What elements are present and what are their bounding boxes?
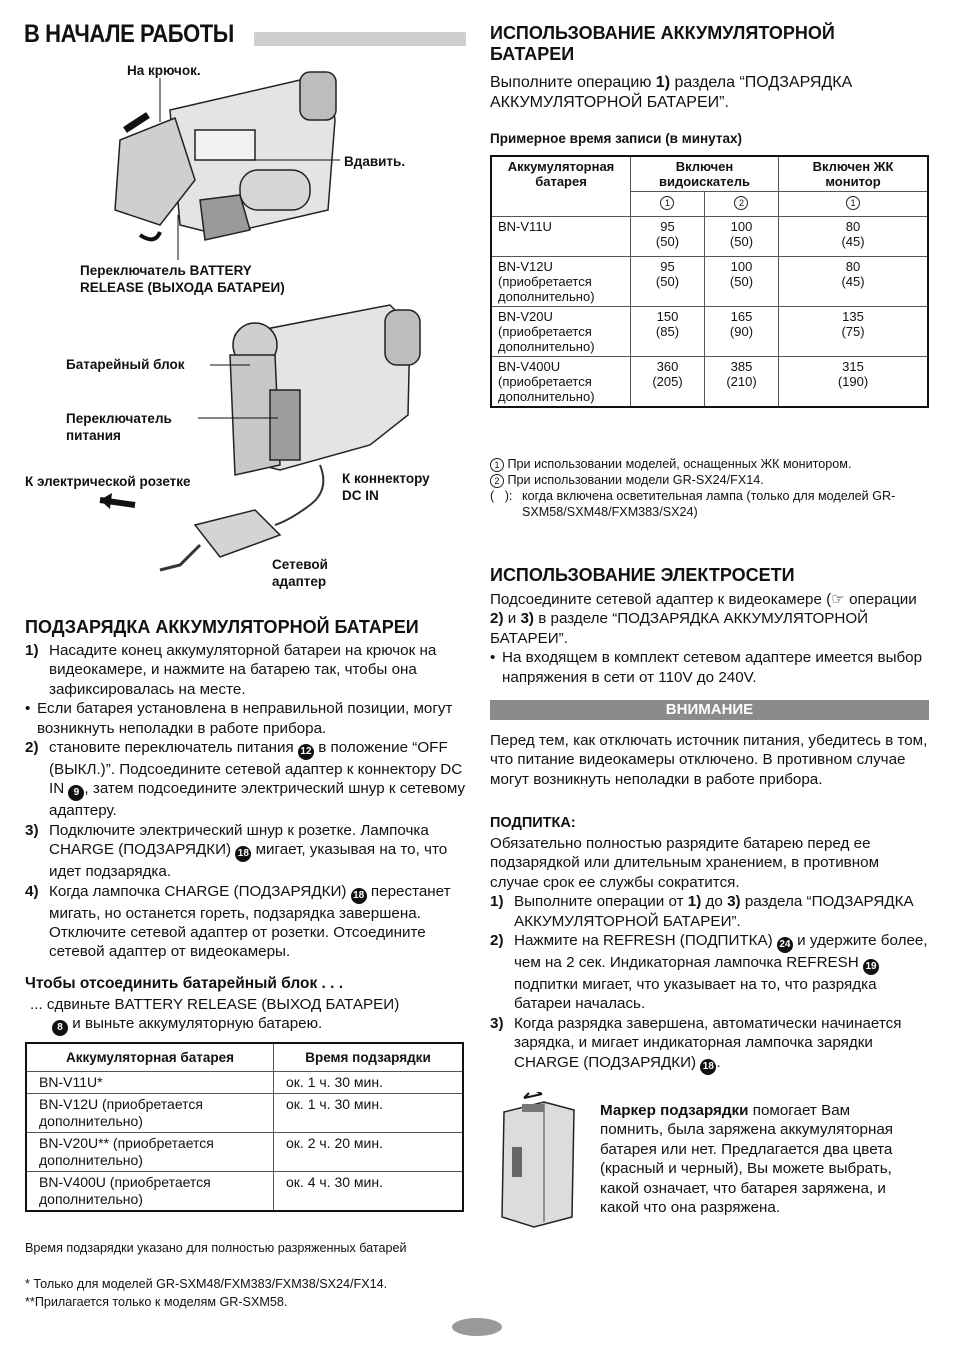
- table-header: Включен видоискатель: [631, 156, 779, 192]
- outlet-label: К электрической розетке: [25, 474, 191, 489]
- arrow-icon: [140, 232, 160, 239]
- table-row: BN-V20U** (приобретается дополнительно) ок. 2 ч. 20 мин.: [26, 1133, 463, 1172]
- table-row: BN-V11U* ок. 1 ч. 30 мин.: [26, 1072, 463, 1094]
- page-number-oval: [452, 1318, 502, 1336]
- title-rule: [254, 32, 466, 46]
- refresh-section: Обязательно полностью разрядите батарею перед ее подзарядкой или длительным хранением, в противном случае срок ее службы сократится. 1) Выполните операции от 1) до 3) раздела “ПОДЗАРЯДКА АККУМУЛЯТОРНОЙ БАТАРЕИ”. 2) Нажмите на REFRESH (ПОДПИТКА) 24 и удержите более, чем на 2 сек. Индикаторная лампочка REFRESH 19 подпитки мигает, что указывает на то, что разрядка батареи началась. 3) Когда разрядка завершена, автоматически начинается зарядка, и мигает индикаторная лампочка зарядки CHARGE (ПОДЗАРЯДКИ) 18 .: [490, 834, 932, 1075]
- camcorder-adapter-illustration: [90, 295, 430, 595]
- charging-heading: ПОДЗАРЯДКА АККУМУЛЯТОРНОЙ БАТАРЕИ: [25, 617, 419, 637]
- refresh-step-2: 2) Нажмите на REFRESH (ПОДПИТКА) 24 и удержите более, чем на 2 сек. Индикаторная лампочка REFRESH 19 подпитки мигает, что указывает на то, что разрядка батареи началась.: [490, 932, 928, 1013]
- step-3: 3) Подключите электрический шнур к розетке. Лампочка CHARGE (ПОДЗАРЯДКИ) 18 мигает, указывая на то, что идет подзарядка.: [25, 821, 448, 881]
- table-header: Время подзарядки: [274, 1043, 464, 1072]
- refresh-step-3: 3) Когда разрядка завершена, автоматически начинается зарядка, и мигает индикаторная лампочка зарядки CHARGE (ПОДЗАРЯДКИ) 18 .: [490, 1014, 932, 1075]
- table-row: BN-V12U (приобретается дополнительно) ок. 1 ч. 30 мин.: [26, 1094, 463, 1133]
- table-row: BN-V400U (приобретается дополнительно) ок. 4 ч. 30 мин.: [26, 1172, 463, 1212]
- power-switch-label: Переключатель питания: [66, 411, 172, 443]
- ref-badge: 18: [700, 1059, 716, 1075]
- caution-banner: ВНИМАНИЕ: [490, 700, 929, 720]
- table-header: Аккумуляторная батарея: [491, 156, 631, 217]
- table-header: Включен ЖК монитор: [779, 156, 929, 192]
- table-row: BN-V400U (приобретается дополнительно) 360 (205) 385 (210) 315 (190): [491, 357, 928, 408]
- battery-marker-illustration: [494, 1092, 580, 1232]
- bullet-1: • Если батарея установлена в неправильной позиции, могут возникнуть неполадки в работе прибора.: [25, 700, 453, 737]
- push-label: Вдавить.: [344, 154, 406, 169]
- footnote-1: * Только для моделей GR-SXM48/FXM383/FXM38/SX24/FX14.: [25, 1277, 388, 1291]
- mains-heading: ИСПОЛЬЗОВАНИЕ ЭЛЕКТРОСЕТИ: [490, 565, 795, 585]
- circled-number: 1: [660, 196, 674, 210]
- pointer-hand-icon: ☞: [831, 591, 845, 608]
- charging-steps: [25, 641, 467, 962]
- caution-text: Перед тем, как отключать источник питания, убедитесь в том, что питание видеокамеры отключено. В противном случае могут возникнуть неполадки в работе прибора.: [490, 732, 928, 788]
- table-row: BN-V12U (приобретается дополнительно) 95 (50) 100 (50) 80 (45): [491, 257, 928, 307]
- circled-number: 1: [490, 458, 504, 472]
- page-title-bar: [24, 20, 464, 50]
- refresh-step-1: 1) Выполните операции от 1) до 3) раздела “ПОДЗАРЯДКА АККУМУЛЯТОРНОЙ БАТАРЕИ”.: [490, 893, 914, 930]
- page-title: В НАЧАЛЕ РАБОТЫ: [24, 20, 234, 48]
- table-row: BN-V20U (приобретается дополнительно) 150 (85) 165 (90) 135 (75): [491, 307, 928, 357]
- table-row: BN-V11U 95 (50) 100 (50) 80 (45): [491, 217, 928, 257]
- ref-badge: 18: [235, 846, 251, 862]
- mains-text: Подсоедините сетевой адаптер к видеокамере (☞ операции 2) и 3) в разделе “ПОДЗАРЯДКА АККУМУЛЯТОРНОЙ БАТАРЕИ”. • На входящем в комплект сетевом адаптере имеется выбор напряжения в сети от 110V до 240V.: [490, 591, 923, 686]
- ref-badge: 24: [777, 937, 793, 953]
- recording-time-table: [490, 155, 929, 408]
- footnote-2: **Прилагается только к моделям GR-SXM58.: [25, 1295, 288, 1309]
- ref-badge: 8: [52, 1020, 68, 1036]
- arrowhead-icon: [100, 493, 112, 509]
- refresh-heading: ПОДПИТКА:: [490, 815, 576, 831]
- camcorder-battery-illustration: [100, 60, 340, 260]
- detach-heading: Чтобы отсоединить батарейный блок . . .: [25, 975, 344, 992]
- battery-release-label: Переключатель BATTERY RELEASE (ВЫХОДА БАТАРЕИ): [80, 263, 285, 295]
- dc-in-label: К коннектору DC IN: [342, 471, 430, 503]
- hook-label: На крючок.: [127, 63, 201, 78]
- charge-time-table: [25, 1042, 464, 1212]
- battery-pack-label: Батарейный блок: [66, 357, 185, 372]
- arrow-icon: [125, 115, 148, 130]
- battery-contacts: [512, 1147, 522, 1177]
- step-1: 1) Насадите конец аккумуляторной батареи на крючок на видеокамере, и нажмите на батарею так, чтобы она зафиксировалась на месте.: [25, 642, 437, 698]
- circled-number: 2: [734, 196, 748, 210]
- battery-use-heading: ИСПОЛЬЗОВАНИЕ АККУМУЛЯТОРНОЙ БАТАРЕИ: [490, 23, 835, 64]
- step-2: 2) становите переключатель питания 12 в положение “OFF (ВЫКЛ.)”. Подсоедините сетевой адаптер к коннектору DC IN 9 , затем подсоедините электрический шнур к сетевому адаптеру.: [25, 739, 466, 820]
- step-4: 4) Когда лампочка CHARGE (ПОДЗАРЯДКИ) 18 перестанет мигать, но останется гореть, подзарядка завершена. Отключите сетевой адаптер от розетки. Отсоедините сетевой адаптер от видеокамеры.: [25, 882, 451, 961]
- marker-text: Маркер подзарядки помогает Вам помнить, была заряжена аккумуляторная батарея или нет. Предлагается два цвета (красный и черный), Вы можете выбрать, какой означает, что батарея заряжена, и какой что она разряжена.: [600, 1102, 894, 1217]
- rec-footnotes: 1 При использовании моделей, оснащенных ЖК монитором. 2 При использовании модели GR-SX24/FX14. ( ): когда включена осветительная лампа (только для моделей GR-SXM58/SXM48/FXM383/SX24): [490, 457, 896, 519]
- ref-badge: 19: [863, 959, 879, 975]
- charge-note: Время подзарядки указано для полностью разряженных батарей: [25, 1241, 407, 1255]
- rec-time-title: Примерное время записи (в минутах): [490, 131, 742, 146]
- table-header: Аккумуляторная батарея: [26, 1043, 274, 1072]
- detach-text: ... сдвиньте BATTERY RELEASE (ВЫХОД БАТАРЕИ) 8 и выньте аккумуляторную батарею.: [30, 995, 470, 1036]
- circled-number: 1: [846, 196, 860, 210]
- ref-badge: 12: [298, 744, 314, 760]
- ref-badge: 9: [68, 785, 84, 801]
- battery-use-text: Выполните операцию 1) раздела “ПОДЗАРЯДКА АККУМУЛЯТОРНОЙ БАТАРЕИ”.: [490, 74, 853, 111]
- ref-badge: 18: [351, 888, 367, 904]
- adapter-label: Сетевой адаптер: [272, 557, 328, 589]
- circled-number: 2: [490, 474, 504, 488]
